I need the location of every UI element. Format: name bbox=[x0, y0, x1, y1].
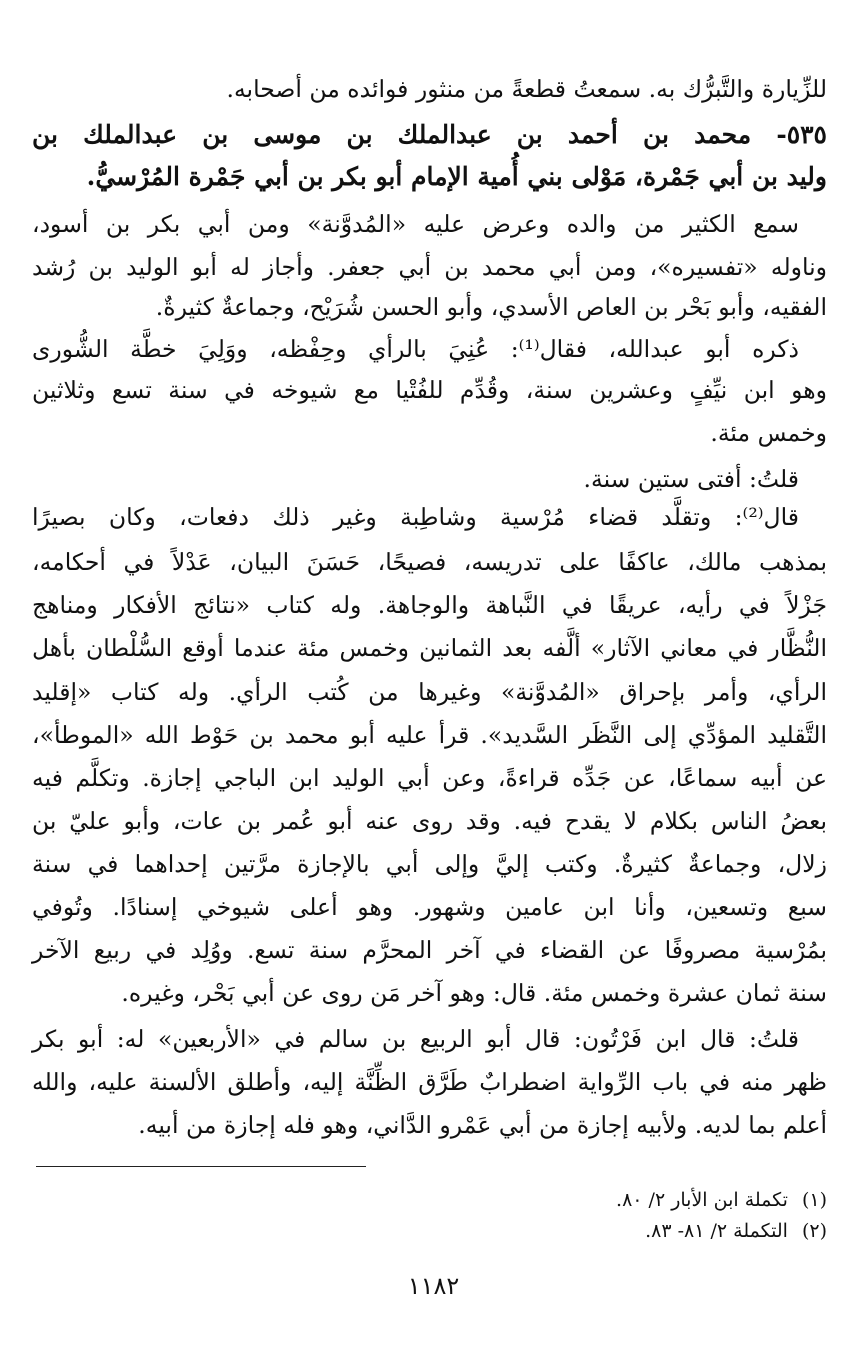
footnote-number: (٢) bbox=[801, 1220, 827, 1242]
footnote-separator bbox=[36, 1166, 366, 1167]
page-number: ١١٨٢ bbox=[407, 1272, 460, 1300]
text-line: وهو ابن نيِّفٍ وعشرين سنة، وقُدِّم للفُتْيا مع شيوخه في سنة تسع وثلاثين bbox=[32, 376, 827, 404]
text-line: سبع وتسعين، وأنا ابن عامين وشهور. وهو أعلى شيوخي إسنادًا. وتُوفي bbox=[32, 893, 827, 921]
text-line: قال⁽²⁾: وتقلَّد قضاء مُرْسية وشاطِبة وغير ذلك دفعات، وكان بصيرًا bbox=[32, 503, 799, 531]
text-line: النُّظَّار في معاني الآثار» ألَّفه بعد الثمانين وخمس مئة عندما أوقع السُّلْطان بأهل bbox=[32, 634, 827, 662]
text-line: الفقيه، وأبو بَحْر بن العاص الأسدي، وأبو الحسن شُرَيْح، وجماعةٌ كثيرةٌ. bbox=[155, 293, 827, 321]
text-line: وخمس مئة. bbox=[710, 419, 827, 447]
text-line: ذكره أبو عبدالله، فقال⁽¹⁾: عُنِيَ بالرأي وحِفْظه، ووَلِيَ خطَّة الشُّورى bbox=[32, 335, 799, 363]
entry-heading: ٥٣٥- محمد بن أحمد بن عبدالملك بن موسى بن عبدالملك بن bbox=[32, 120, 827, 149]
text-line: للزِّيارة والتَّبرُّك به. سمعتُ قطعةً من منثور فوائده من أصحابه. bbox=[226, 75, 827, 103]
footnote-text: تكملة ابن الأبار ٢/ ٨٠. bbox=[616, 1189, 788, 1211]
text-line: التَّقليد المؤدِّي إلى النَّظَر السَّديد». قرأ عليه أبو محمد بن حَوْط الله «الموطأ»، bbox=[32, 721, 827, 749]
text-line: ظهر منه في باب الرِّواية اضطرابٌ طَرَّق الظِّنَّة إليه، وأطلق الألسنة عليه، والله bbox=[32, 1068, 827, 1096]
text-line: قلتُ: قال ابن فَرْتُون: قال أبو الربيع بن سالم في «الأربعين» له: أبو بكر bbox=[32, 1025, 799, 1053]
text-line: سمع الكثير من والده وعرض عليه «المُدوَّنة» ومن أبي بكر بن أسود، bbox=[32, 210, 799, 238]
text-line: قلتُ: أفتى ستين سنة. bbox=[583, 465, 799, 493]
text-line: بمذهب مالك، عاكفًا على تدريسه، فصيحًا، حَسَنَ البيان، عَدْلاً في أحكامه، bbox=[32, 548, 827, 576]
footnote-1 bbox=[300, 1186, 827, 1214]
entry-heading-continued: وليد بن أبي جَمْرة، مَوْلى بني أُمية الإمام أبو بكر بن أبي جَمْرة المُرْسيُّ. bbox=[86, 162, 827, 191]
footnote-number: (١) bbox=[801, 1189, 827, 1211]
text-line: جَزْلاً في رأيه، عريقًا في النَّباهة والوجاهة. وله كتاب «نتائج الأفكار ومناهج bbox=[32, 591, 827, 619]
text-line: وناوله «تفسيره»، ومن أبي محمد بن أبي جعفر. وأجاز له أبو الوليد بن رُشد bbox=[32, 253, 827, 281]
footnote-text: التكملة ٢/ ٨١- ٨٣. bbox=[645, 1220, 788, 1242]
text-line: عن أبيه سماعًا، عن جَدِّه قراءةً، وعن أبي الوليد ابن الباجي إجازة. وتكلَّم فيه bbox=[32, 764, 827, 792]
text-line: بعضُ الناس بكلام لا يقدح فيه. وقد روى عنه أبو عُمر بن عات، وأبو عليّ بن bbox=[32, 807, 827, 835]
text-line: بمُرْسية مصروفًا عن القضاء في آخر المحرَّم سنة تسع. ووُلِد في ربيع الآخر bbox=[32, 936, 827, 964]
text-line: أعلم بما لديه. ولأبيه إجازة من أبي عَمْرو الدَّاني، وهو فله إجازة من أبيه. bbox=[138, 1111, 827, 1139]
text-line: زلال، وجماعةٌ كثيرةٌ. وكتب إليَّ وإلى أبي بالإجازة مرَّتين إحداهما في سنة bbox=[32, 850, 827, 878]
text-line: الرأي، وأمر بإحراق «المُدوَّنة» وغيرها من كُتب الرأي. وله كتاب «إقليد bbox=[32, 678, 827, 706]
text-line: سنة ثمان عشرة وخمس مئة. قال: وهو آخر مَن روى عن أبي بَحْر، وغيره. bbox=[121, 979, 827, 1007]
footnote-2 bbox=[300, 1217, 827, 1245]
